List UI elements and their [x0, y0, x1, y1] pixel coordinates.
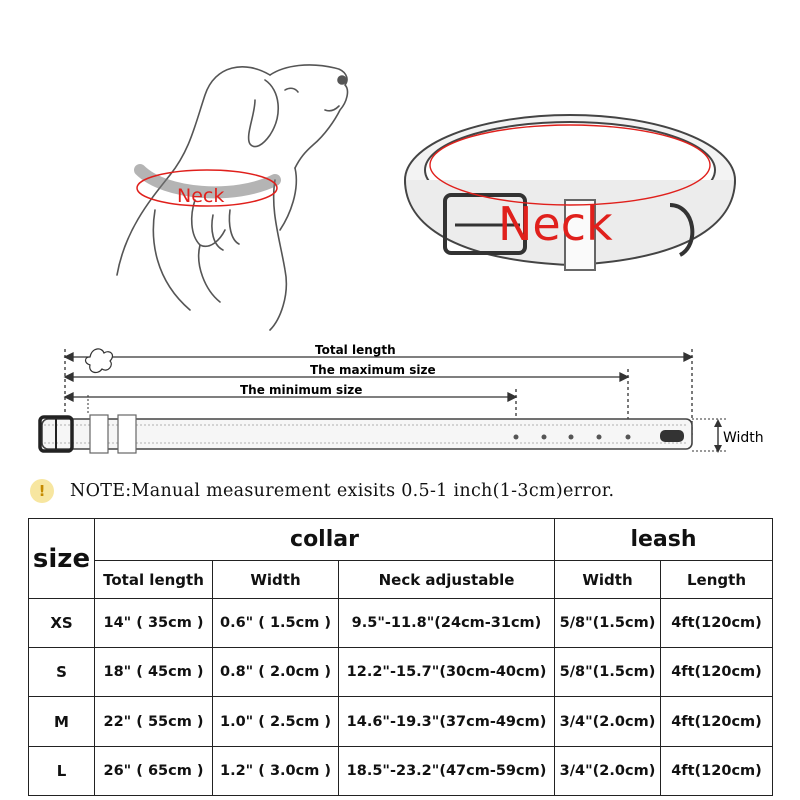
leash-length-cell: 4ft(120cm): [661, 746, 773, 795]
total-length-cell: 14" ( 35cm ): [95, 599, 213, 648]
table-row: [29, 648, 773, 697]
size-cell: L: [29, 746, 95, 795]
size-table: [28, 518, 773, 796]
total-length-cell: 26" ( 65cm ): [95, 746, 213, 795]
leash-width-cell: 5/8"(1.5cm): [555, 599, 661, 648]
warning-icon: !: [30, 479, 54, 503]
leash-header: leash: [555, 519, 773, 561]
size-cell: XS: [29, 599, 95, 648]
leash-width-header: Width: [555, 561, 661, 599]
table-header-row: [29, 519, 773, 561]
collar-illustration: [395, 95, 755, 285]
table-subheader-row: [29, 561, 773, 599]
leather-icon: [86, 349, 113, 373]
leash-length-cell: 4ft(120cm): [661, 599, 773, 648]
total-length-cell: 22" ( 55cm ): [95, 697, 213, 746]
collar-header: collar: [95, 519, 555, 561]
dog-neck-label: Neck: [177, 185, 225, 207]
total-length-header: Total length: [95, 561, 213, 599]
size-cell: S: [29, 648, 95, 697]
neck-adjustable-cell: 12.2"-15.7"(30cm-40cm): [339, 648, 555, 697]
measurement-note: [30, 477, 790, 505]
neck-adjustable-cell: 18.5"-23.2"(47cm-59cm): [339, 746, 555, 795]
dog-illustration: [95, 40, 395, 340]
neck-adjustable-cell: 9.5"-11.8"(24cm-31cm): [339, 599, 555, 648]
neck-adjustable-cell: 14.6"-19.3"(37cm-49cm): [339, 697, 555, 746]
neck-adjustable-header: Neck adjustable: [339, 561, 555, 599]
minimum-size-label: The minimum size: [240, 383, 363, 397]
leash-width-cell: 5/8"(1.5cm): [555, 648, 661, 697]
note-text: NOTE:Manual measurement exisits 0.5-1 inch(1-3cm)error.: [70, 481, 615, 501]
flat-collar-diagram: [30, 335, 790, 475]
leash-length-cell: 4ft(120cm): [661, 697, 773, 746]
collar-width-cell: 0.8" ( 2.0cm ): [213, 648, 339, 697]
leash-width-cell: 3/4"(2.0cm): [555, 697, 661, 746]
collar-width-header: Width: [213, 561, 339, 599]
total-length-cell: 18" ( 45cm ): [95, 648, 213, 697]
leash-length-cell: 4ft(120cm): [661, 648, 773, 697]
collar-neck-label: Neck: [498, 197, 613, 251]
maximum-size-label: The maximum size: [310, 363, 436, 377]
collar-width-cell: 1.2" ( 3.0cm ): [213, 746, 339, 795]
size-cell: M: [29, 697, 95, 746]
table-row: [29, 697, 773, 746]
leash-length-header: Length: [661, 561, 773, 599]
size-header: size: [29, 519, 95, 599]
leash-width-cell: 3/4"(2.0cm): [555, 746, 661, 795]
collar-width-cell: 0.6" ( 1.5cm ): [213, 599, 339, 648]
table-row: [29, 599, 773, 648]
width-label: Width: [723, 430, 764, 446]
table-row: [29, 746, 773, 795]
total-length-label: Total length: [315, 343, 396, 357]
collar-width-cell: 1.0" ( 2.5cm ): [213, 697, 339, 746]
